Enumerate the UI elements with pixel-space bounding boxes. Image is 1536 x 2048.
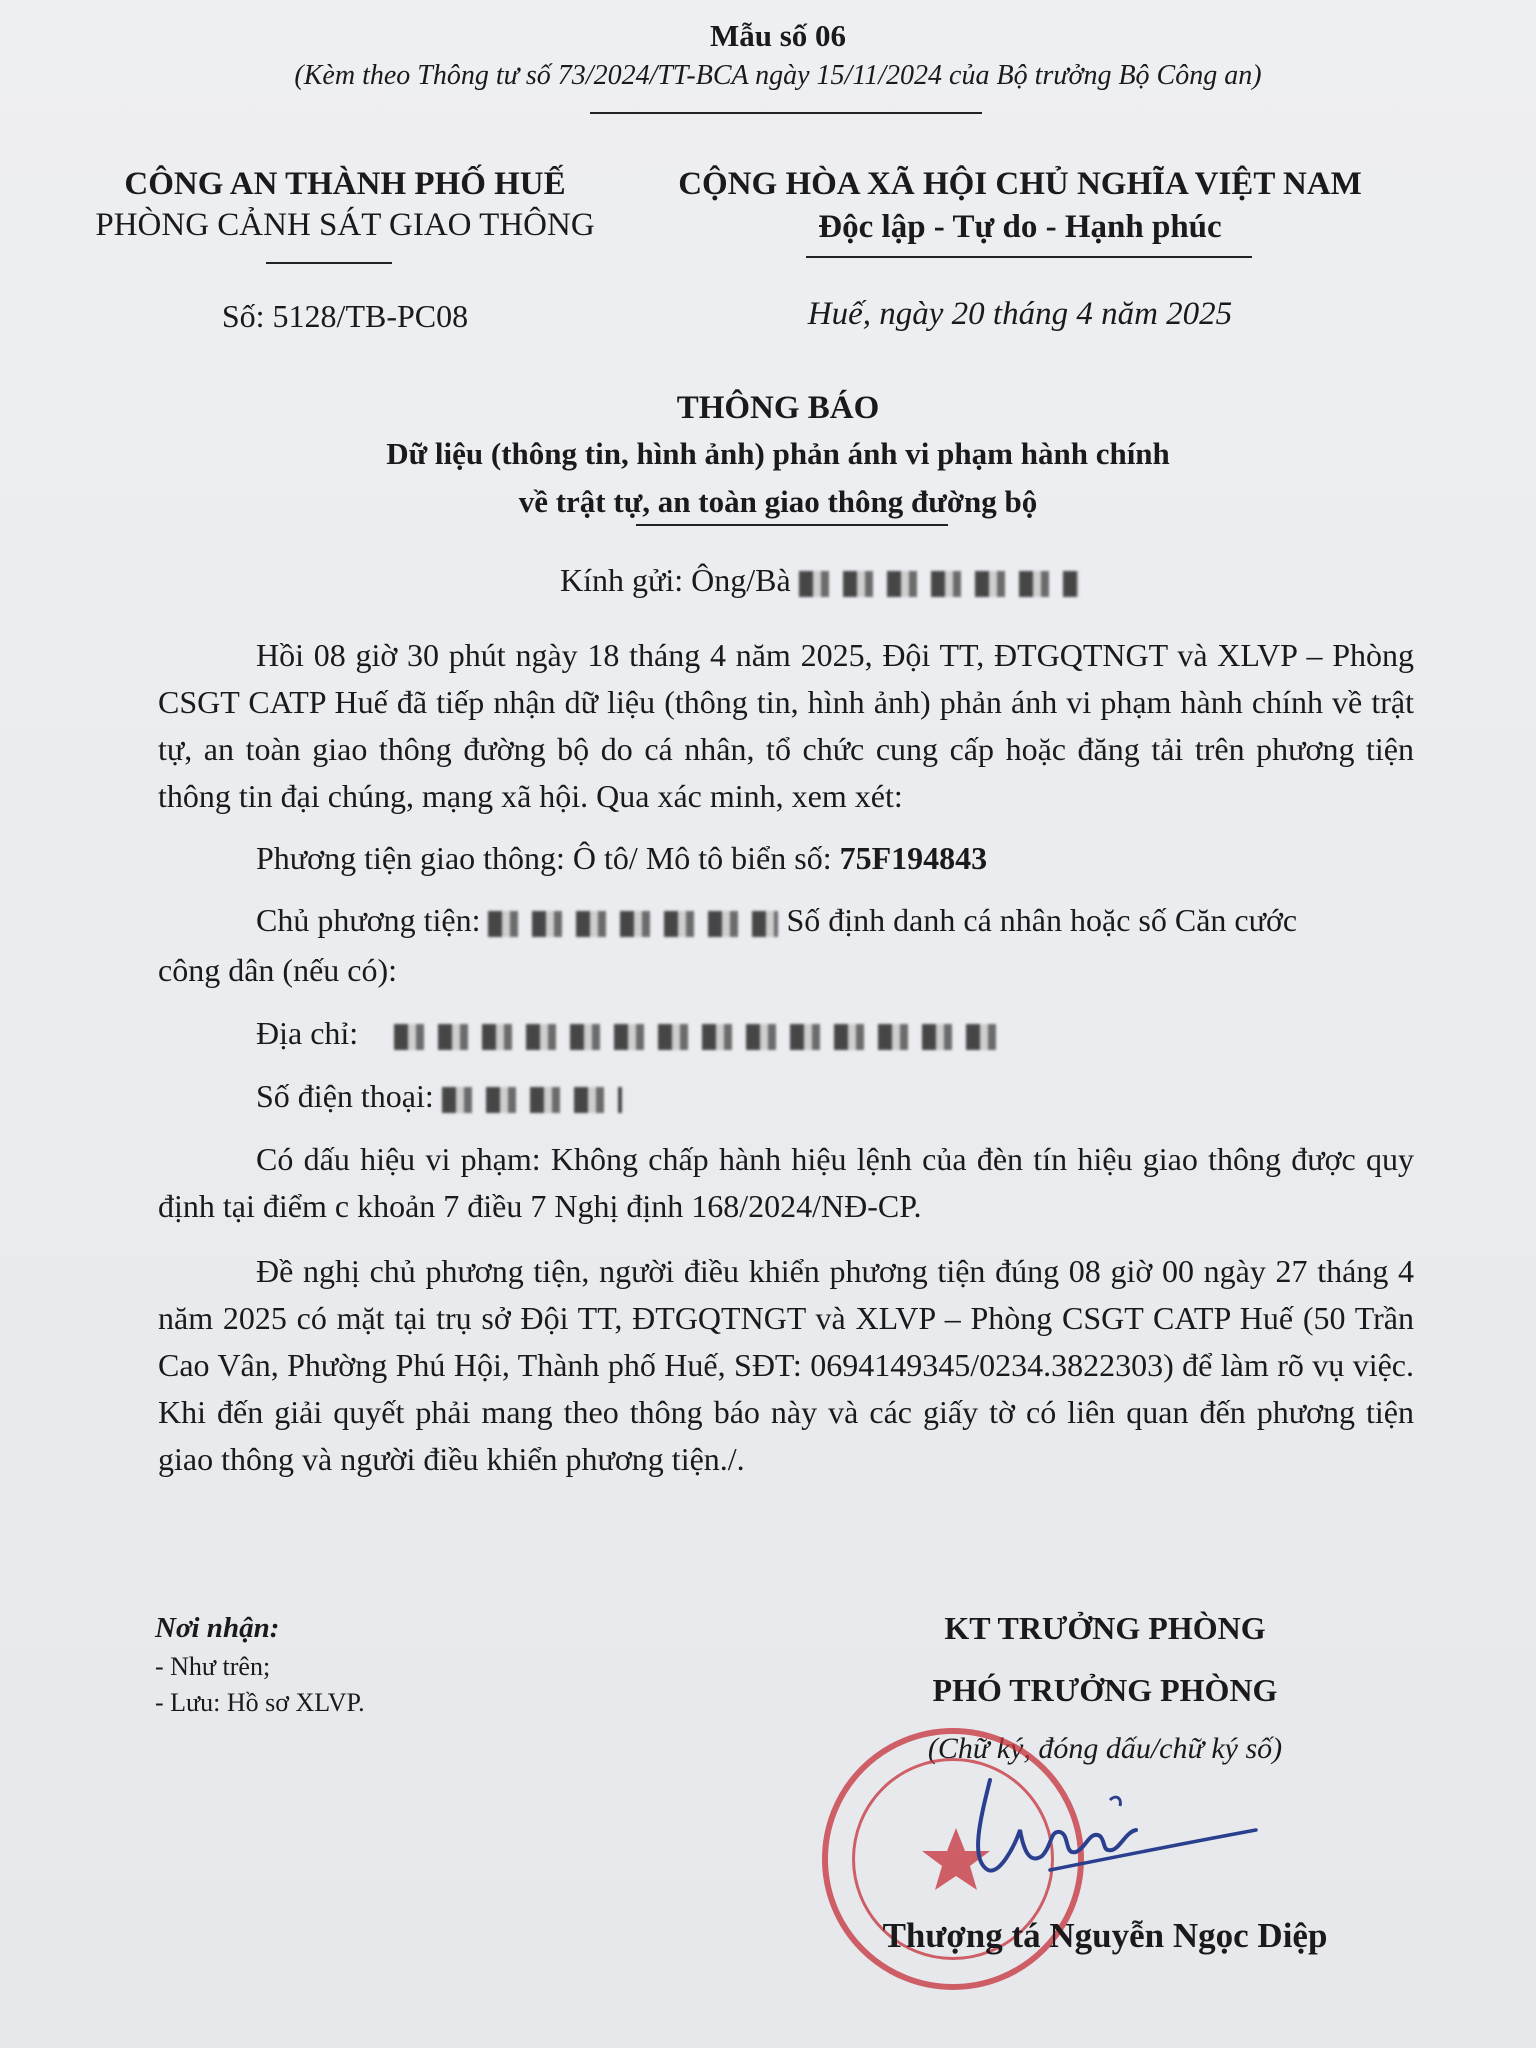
phone-line xyxy=(256,1078,622,1115)
country-name: CỘNG HÒA XÃ HỘI CHỦ NGHĨA VIỆT NAM xyxy=(678,166,1362,202)
right-header-divider xyxy=(806,256,1252,258)
notice-subtitle-line1: Dữ liệu (thông tin, hình ảnh) phản ánh vi phạm hành chính xyxy=(386,436,1170,471)
paragraph-violation: Có dấu hiệu vi phạm: Không chấp hành hiệu lệnh của đèn tín hiệu giao thông được quy định tại điểm c khoản 7 điều 7 Nghị định 168/2024/NĐ-CP. xyxy=(158,1141,1414,1224)
notice-subtitle-line2: về trật tự, an toàn giao thông đường bộ xyxy=(518,484,1038,519)
title-divider xyxy=(636,524,948,526)
owner-label: Chủ phương tiện: xyxy=(256,902,481,938)
signature-note: (Chữ ký, đóng dấu/chữ ký số) xyxy=(927,1732,1283,1765)
handwritten-signature xyxy=(960,1760,1260,1900)
phone-label: Số điện thoại: xyxy=(256,1078,434,1114)
recipients-item: - Như trên; xyxy=(155,1652,271,1681)
signature-title-2: PHÓ TRƯỞNG PHÒNG xyxy=(932,1672,1278,1708)
address-label: Địa chỉ: xyxy=(256,1015,359,1051)
redacted-address xyxy=(394,1024,1002,1050)
redacted-recipient-name xyxy=(799,571,1079,597)
redacted-owner-name xyxy=(488,911,778,937)
recipient-line xyxy=(560,562,1079,599)
place-date: Huế, ngày 20 tháng 4 năm 2025 xyxy=(807,296,1233,332)
id-label: Số định danh cá nhân hoặc số Căn cước xyxy=(786,902,1298,938)
left-header-divider xyxy=(266,262,392,264)
id-label-continued: công dân (nếu có): xyxy=(158,952,398,988)
recipients-heading: Nơi nhận: xyxy=(155,1612,280,1644)
redacted-phone xyxy=(442,1087,622,1113)
recipient-label: Kính gửi: Ông/Bà xyxy=(560,562,791,598)
vehicle-plate: 75F194843 xyxy=(839,840,988,876)
document-number: Số: 5128/TB-PC08 xyxy=(221,298,469,334)
address-line xyxy=(256,1015,1002,1052)
vehicle-label: Phương tiện giao thông: Ô tô/ Mô tô biển số: xyxy=(256,840,832,876)
form-reference: (Kèm theo Thông tư số 73/2024/TT-BCA ngày 15/11/2024 của Bộ trưởng Bộ Công an) xyxy=(294,60,1262,91)
signature-title-1: KT TRƯỞNG PHÒNG xyxy=(944,1610,1266,1646)
paragraph-request: Đề nghị chủ phương tiện, người điều khiển phương tiện đúng 08 giờ 00 ngày 27 tháng 4 năm 2025 có mặt tại trụ sở Đội TT, ĐTGQTNGT và XLVP – Phòng CSGT CATP Huế (50 Trần Cao Vân, Phường Phú Hội, Thành phố Huế, SĐT: 0694149345/0234.3822303) để làm rõ vụ việc. Khi đến giải quyết phải mang theo thông báo này và các giấy tờ có liên quan đến phương tiện giao thông và người điều khiển phương tiện./. xyxy=(158,1253,1414,1477)
department-name: PHÒNG CẢNH SÁT GIAO THÔNG xyxy=(95,207,595,243)
paragraph-intro: Hồi 08 giờ 30 phút ngày 18 tháng 4 năm 2025, Đội TT, ĐTGQTNGT và XLVP – Phòng CSGT CATP Huế đã tiếp nhận dữ liệu (thông tin, hình ảnh) phản ánh vi phạm hành chính về trật tự, an toàn giao thông đường bộ do cá nhân, tổ chức cung cấp hoặc đăng tải trên phương tiện thông tin đại chúng, mạng xã hội. Qua xác minh, xem xét: xyxy=(158,637,1414,814)
recipients-item: - Lưu: Hồ sơ XLVP. xyxy=(155,1688,365,1717)
owner-line xyxy=(256,902,1297,939)
national-motto: Độc lập - Tự do - Hạnh phúc xyxy=(818,209,1222,245)
form-number: Mẫu số 06 xyxy=(709,18,847,53)
signer-name: Thượng tá Nguyễn Ngọc Diệp xyxy=(882,1916,1328,1955)
agency-name: CÔNG AN THÀNH PHỐ HUẾ xyxy=(124,166,566,202)
notice-title: THÔNG BÁO xyxy=(676,390,880,426)
form-divider xyxy=(590,112,982,114)
vehicle-line xyxy=(256,840,987,877)
